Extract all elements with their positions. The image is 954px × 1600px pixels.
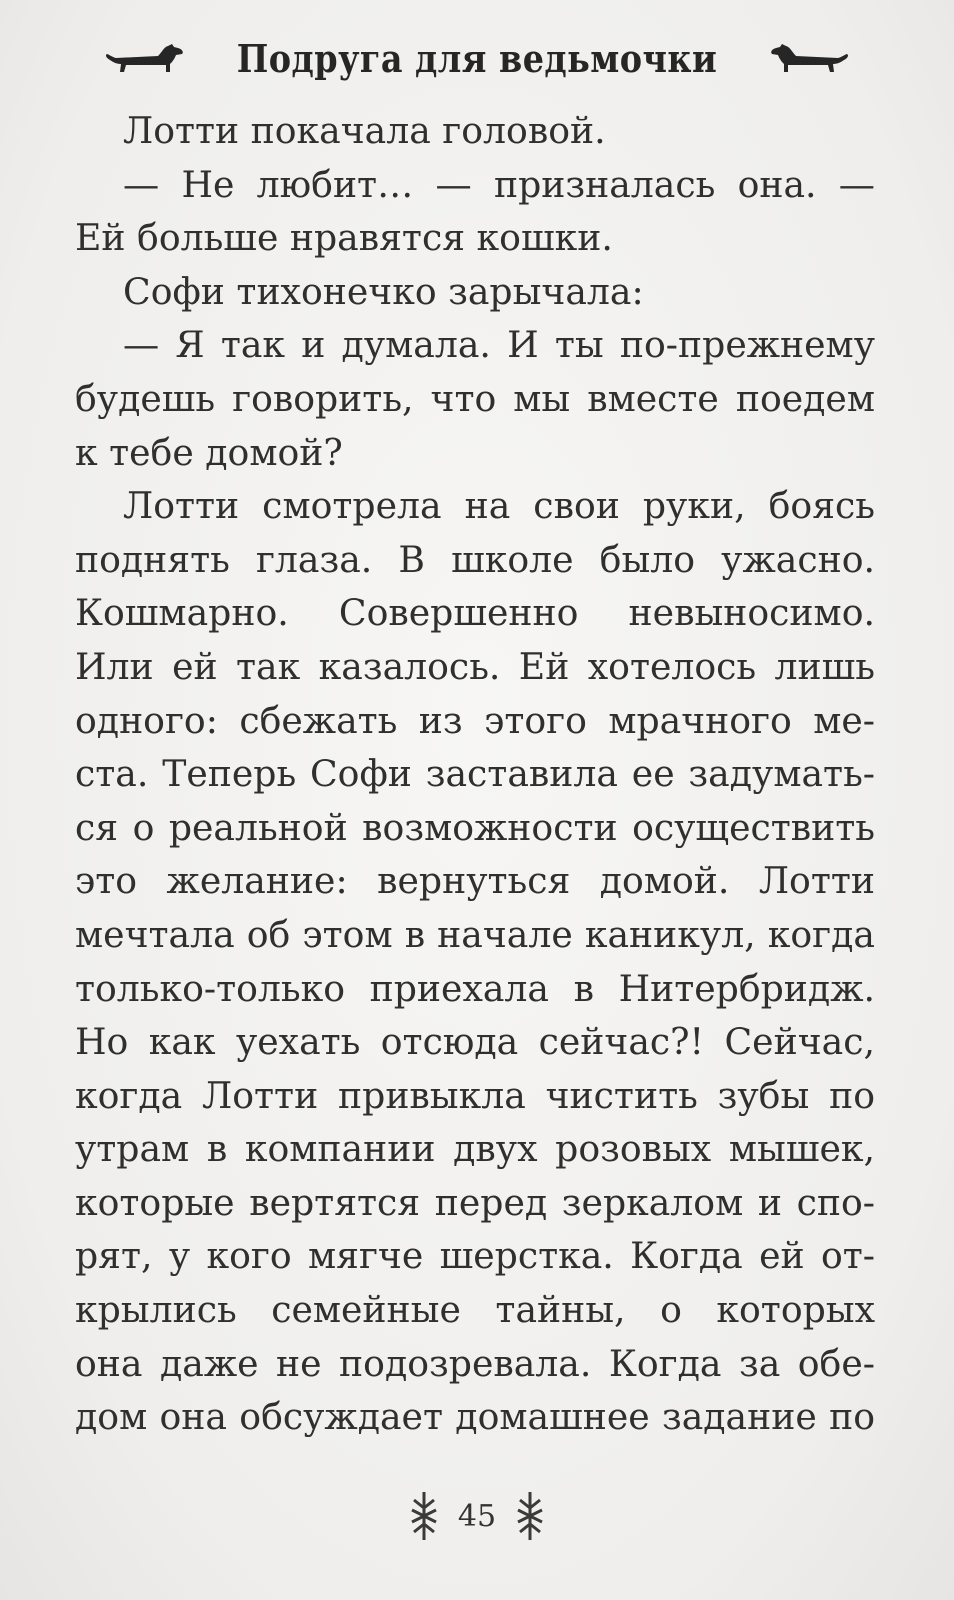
text-line: Но как уехать отсюда сейчас?! Сейчас, [75,1020,875,1064]
page-number: 45 [457,1498,497,1534]
book-title: Подруга для ведьмочки [236,35,718,81]
text-line: Софи тихонечко зарычала: [123,269,644,313]
text-line: Или ей так казалось. Ей хотелось лишь [75,644,875,688]
text-line: поднять глаза. В школе было ужасно. [75,537,875,581]
text-line: будешь говорить, что мы вместе поедем [75,376,875,420]
text-line: одного: сбежать из этого мрачного ме- [75,698,875,742]
running-header [0,22,954,94]
text-line: мечтала об этом в начале каникул, когда [75,912,875,956]
text-line: Ей больше нравятся кошки. [75,216,613,260]
text-line: крылись семейные тайны, о которых [75,1288,875,1332]
dachshund-icon [104,38,186,78]
body-text [75,104,875,1444]
text-line: к тебе домой? [75,430,343,474]
text-line: рят, у кого мягче шерстка. Когда ей от- [75,1234,875,1278]
text-line: когда Лотти привыкла чистить зубы по [75,1073,875,1117]
text-line: Кошмарно. Совершенно невыносимо. [75,591,875,635]
text-line: ся о реальной возможности осуществить [75,805,875,849]
dachshund-icon [768,38,850,78]
text-line: утрам в компании двух розовых мышек, [75,1127,875,1171]
text-line: дом она обсуждает домашнее задание по [75,1395,875,1439]
text-line: ста. Теперь Софи заставила ее задумать- [75,752,875,796]
text-line: только-только приехала в Нитербридж. [75,966,875,1010]
text-line: — Я так и думала. И ты по-прежнему [123,323,875,367]
snowflake-ornament-icon [406,1488,442,1544]
text-line: которые вертятся перед зеркалом и спо- [75,1180,875,1224]
text-line: это желание: вернуться домой. Лотти [75,859,875,903]
snowflake-ornament-icon [512,1488,548,1544]
text-line: она даже не подозревала. Когда за обе- [75,1341,875,1385]
text-line: — Не любит… — призналась она. — [123,162,875,206]
text-line: Лотти смотрела на свои руки, боясь [123,484,875,528]
text-line: Лотти покачала головой. [123,109,606,152]
page-footer [0,1476,954,1556]
